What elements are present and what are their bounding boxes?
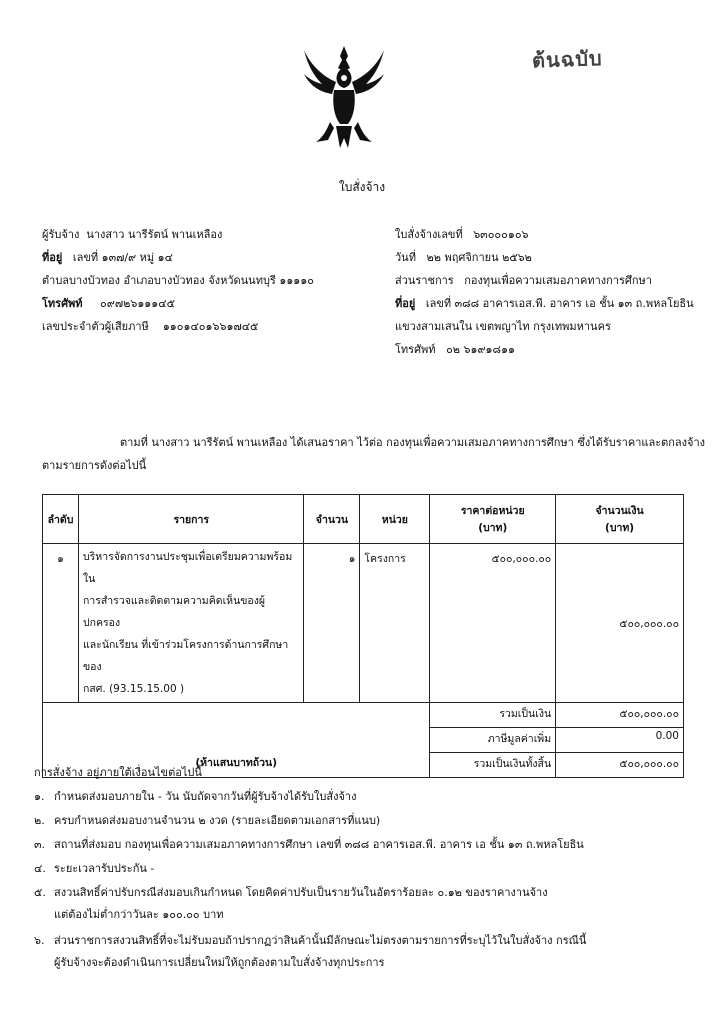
condition-item [34,934,586,948]
contractor-phone-row [42,297,175,311]
condition-text-continued: ผู้รับจ้างจะต้องดำเนินการเปลี่ยนใหม่ให้ถูกต้องตามใบสั่งจ้างทุกประการ [54,956,385,969]
contractor-label: ผู้รับจ้าง [42,228,80,241]
order-number-row [395,228,529,242]
row-unit-price: ๕๐๐,๐๐๐.๐๐ [430,544,556,703]
condition-text: สงวนสิทธิ์ค่าปรับกรณีส่งมอบเกินกำหนด โดยคิดค่าปรับเป็นรายวันในอัตราร้อยละ ๐.๑๒ ของราคางานจ้าง [54,886,548,899]
agency-address-value: เลขที่ ๓๘๘ อาคารเอส.พี. อาคาร เอ ชั้น ๑๓ ถ.พหลโยธิน [425,297,694,310]
conditions-title: การสั่งจ้าง อยู่ภายใต้เงื่อนไขต่อไปนี้ [34,766,202,779]
original-stamp: ต้นฉบับ [531,45,604,73]
row-no: ๑ [43,544,79,703]
condition-number: ๖. [34,934,45,947]
subtotal-value: ๕๐๐,๐๐๐.๐๐ [556,703,684,728]
row-item-line-3: และนักเรียน ที่เข้าร่วมโครงการด้านการศึกษาของ [82,639,289,673]
col-header-unit-price [430,495,556,544]
contractor-value: นางสาว นารีรัตน์ พานเหลือง [86,228,223,241]
condition-item [34,838,584,852]
total-value: ๕๐๐,๐๐๐.๐๐ [556,753,684,778]
condition-text: ระยะเวลารับประกัน - [54,862,155,875]
table-row [43,544,684,703]
order-date-row [395,251,532,265]
unit-price-header-line1: ราคาต่อหน่วย [460,505,525,517]
row-item-line-2: การสำรวจและติดตามความคิดเห็นของผู้ปกครอง [82,595,266,629]
document-title: ใบสั่งจ้าง [338,180,386,194]
condition-text: กำหนดส่งมอบภายใน - วัน นับถัดจากวันที่ผู้รับจ้างได้รับใบสั่งจ้าง [54,790,357,803]
contractor-phone-label: โทรศัพท์ [42,297,83,310]
row-unit: โครงการ [360,544,430,703]
agency-phone-label: โทรศัพท์ [395,343,436,356]
condition-text: ครบกำหนดส่งมอบงานจำนวน ๒ งวด (รายละเอียดตามเอกสารที่แนบ) [54,814,381,827]
contractor-taxid-row [42,320,258,334]
subtotal-label: รวมเป็นเงิน [430,703,556,728]
col-header-amount [556,495,684,544]
intro-line-2: ตามรายการดังต่อไปนี้ [42,459,147,472]
amount-header-line2: (บาท) [605,522,635,534]
contractor-taxid-label: เลขประจำตัวผู้เสียภาษี [42,320,149,333]
agency-address-line2: แขวงสามเสนใน เขตพญาไท กรุงเทพมหานคร [395,320,611,333]
condition-item [34,814,380,828]
row-amount: ๕๐๐,๐๐๐.๐๐ [556,544,684,703]
contractor-address-line2: ตำบลบางบัวทอง อำเภอบางบัวทอง จังหวัดนนทบุรี ๑๑๑๑๐ [42,274,314,287]
order-date-label: วันที่ [395,251,416,264]
table-header-row [43,495,684,544]
order-number-label: ใบสั่งจ้างเลขที่ [395,228,463,241]
garuda-emblem-icon [300,42,388,152]
condition-number: ๒. [34,814,45,827]
agency-row [395,274,652,288]
order-date-value: ๒๒ พฤศจิกายน ๒๕๖๒ [426,251,532,264]
row-item-line-4: กสศ. (93.15.15.00 ) [82,683,185,695]
order-number-value: ๖๓๐๐๐๑๐๖ [473,228,529,241]
total-label: รวมเป็นเงินทั้งสิ้น [430,753,556,778]
col-header-item: รายการ [78,495,304,544]
unit-price-header-line2: (บาท) [478,522,508,534]
agency-phone-value: ๐๒ ๖๑๙๑๘๑๑ [446,343,515,356]
col-header-qty: จำนวน [304,495,360,544]
intro-line-1: ตามที่ นางสาว นารีรัตน์ พานเหลือง ได้เสนอราคา ไว้ต่อ กองทุนเพื่อความเสมอภาคทางการศึกษา ซึ่งได้รับราคาและตกลงจ้าง [120,436,706,449]
vat-label: ภาษีมูลค่าเพิ่ม [430,728,556,753]
condition-text-continued: แต่ต้องไม่ต่ำกว่าวันละ ๑๐๐.๐๐ บาท [54,908,224,921]
condition-item [34,790,356,804]
subtotal-row [43,703,684,728]
row-item-line-1: บริหารจัดการงานประชุมเพื่อเตรียมความพร้อมใน [82,551,293,585]
condition-text: สถานที่ส่งมอบ กองทุนเพื่อความเสมอภาคทางการศึกษา เลขที่ ๓๘๘ อาคารเอส.พี. อาคาร เอ ชั้น ๑๓ ถ.พหลโยธิน [54,838,584,851]
agency-address-label: ที่อยู่ [395,297,416,310]
condition-number: ๑. [34,790,45,803]
condition-item [34,886,548,900]
condition-number: ๓. [34,838,46,851]
contractor-phone-value: ๐๙๗๒๖๑๑๑๔๕ [100,297,175,310]
col-header-unit: หน่วย [360,495,430,544]
agency-label: ส่วนราชการ [395,274,454,287]
contractor-address-value: เลขที่ ๑๓๗/๙ หมู่ ๑๔ [72,251,173,264]
contractor-address-row [42,251,173,265]
items-table [42,494,684,778]
contractor-taxid-value: ๑๑๐๑๔๐๑๖๖๑๗๔๕ [162,320,259,333]
row-qty: ๑ [304,544,360,703]
agency-phone-row [395,343,515,357]
condition-number: ๕. [34,886,46,899]
agency-value: กองทุนเพื่อความเสมอภาคทางการศึกษา [464,274,652,287]
condition-text: ส่วนราชการสงวนสิทธิ์ที่จะไม่รับมอบถ้าปรากฏว่าสินค้านั้นมีลักษณะไม่ตรงตามรายการที่ระบุไว้ในใบสั่งจ้าง กรณีนี้ [54,934,587,947]
amount-in-words: (ห้าแสนบาทถ้วน) [43,703,430,778]
contractor-row [42,228,222,242]
agency-address-row [395,297,694,311]
vat-value: 0.00 [556,728,684,753]
condition-number: ๔. [34,862,46,875]
condition-item [34,862,154,876]
contractor-address-label: ที่อยู่ [42,251,63,264]
amount-header-line1: จำนวนเงิน [595,505,644,517]
col-header-no: ลำดับ [43,495,79,544]
row-item [78,544,304,703]
